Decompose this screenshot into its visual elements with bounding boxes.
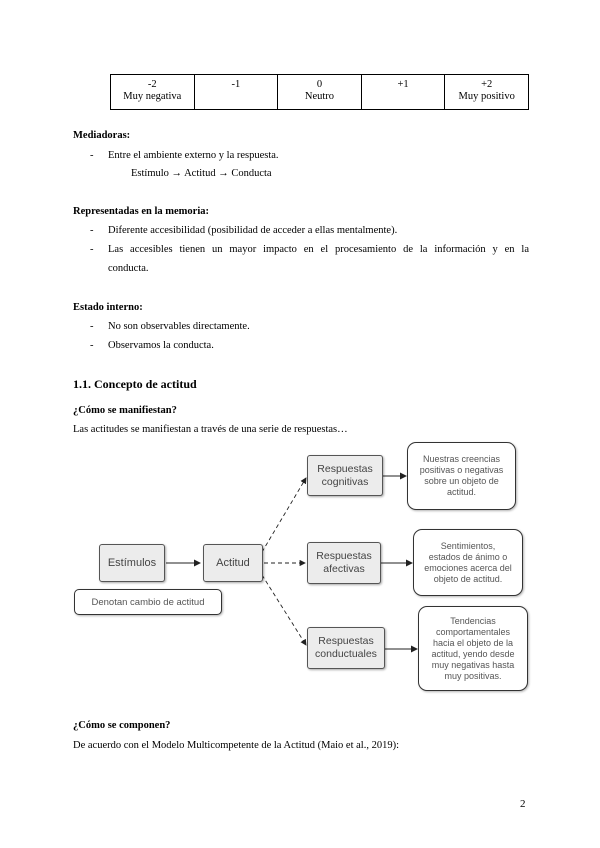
afectivas-box bbox=[307, 542, 381, 584]
note-cognitivas bbox=[407, 442, 516, 510]
scale-value: -1 bbox=[231, 79, 241, 90]
note-line: Sentimientos, bbox=[440, 540, 496, 551]
box-line: Respuestas bbox=[316, 550, 372, 562]
scale-cell bbox=[111, 75, 195, 110]
paragraph-componen: De acuerdo con el Modelo Multicompetente de la Actitud (Maio et al., 2019): bbox=[73, 740, 399, 751]
scale-label: Neutro bbox=[304, 91, 335, 102]
arrow-actitud-conductuales bbox=[262, 575, 306, 645]
note-line: actitud, yendo desde bbox=[431, 648, 515, 659]
scale-cell bbox=[278, 75, 362, 110]
note-line: objeto de actitud. bbox=[433, 573, 503, 584]
cognitivas-box bbox=[307, 455, 383, 496]
box-line: Respuestas bbox=[318, 635, 374, 647]
box-line: Respuestas bbox=[317, 462, 373, 475]
attitude-scale-table bbox=[110, 74, 529, 110]
scale-cell bbox=[445, 75, 529, 110]
note-afectivas bbox=[413, 529, 523, 596]
heading-estado: Estado interno: bbox=[73, 302, 143, 313]
note-line: muy negativas hasta bbox=[431, 659, 515, 670]
conductuales-box bbox=[307, 627, 385, 669]
list-item-text: No son observables directamente. bbox=[108, 321, 250, 332]
box-line: conductuales bbox=[315, 648, 377, 660]
list-item-text: Observamos la conducta. bbox=[108, 340, 214, 351]
section-title: 1.1. Concepto de actitud bbox=[73, 377, 197, 391]
note-line: Nuestras creencias bbox=[422, 454, 501, 464]
box-line: afectivas bbox=[323, 563, 365, 575]
note-line: hacia el objeto de la bbox=[432, 637, 514, 648]
scale-cell bbox=[361, 75, 445, 110]
heading-componen: ¿Cómo se componen? bbox=[73, 720, 171, 731]
note-line: emociones acerca del bbox=[424, 562, 512, 573]
note-line: positivas o negativas bbox=[419, 465, 504, 475]
heading-memoria: Representadas en la memoria: bbox=[73, 206, 209, 217]
list-item-text: Entre el ambiente externo y la respuesta. bbox=[108, 150, 279, 161]
list-item-text: Las accesibles tienen un mayor impacto en el procesamiento de la información y en la bbox=[108, 244, 529, 255]
note-line: estados de ánimo o bbox=[428, 551, 508, 562]
flow-text: Estímulo → Actitud → Conducta bbox=[131, 168, 272, 179]
list-item-continuation: conducta. bbox=[108, 263, 149, 274]
note-line: sobre un objeto de bbox=[424, 476, 499, 486]
actitud-box: Actitud bbox=[203, 544, 263, 582]
page-number: 2 bbox=[520, 798, 526, 810]
list-item-text: Diferente accesibilidad (posibilidad de acceder a ellas mentalmente). bbox=[108, 225, 398, 236]
paragraph-manifiestan: Las actitudes se manifiestan a través de una serie de respuestas… bbox=[73, 424, 348, 435]
scale-value: 0 bbox=[316, 79, 323, 90]
scale-label: Muy positivo bbox=[458, 91, 515, 102]
scale-value: -2 bbox=[147, 79, 157, 90]
note-line: actitud. bbox=[446, 487, 477, 497]
scale-value: +2 bbox=[481, 79, 493, 90]
heading-manifiestan: ¿Cómo se manifiestan? bbox=[73, 405, 177, 416]
arrow-actitud-cognitivas bbox=[262, 478, 306, 552]
note-conductuales bbox=[418, 606, 528, 691]
scale-label: Muy negativa bbox=[123, 91, 182, 102]
scale-value: +1 bbox=[397, 79, 409, 90]
denotan-note: Denotan cambio de actitud bbox=[74, 589, 222, 615]
estimulos-box: Estímulos bbox=[99, 544, 165, 582]
note-line: Tendencias bbox=[450, 615, 496, 626]
scale-cell bbox=[194, 75, 278, 110]
box-line: cognitivas bbox=[321, 475, 369, 488]
note-line: comportamentales bbox=[435, 626, 511, 637]
note-line: muy positivas. bbox=[444, 670, 502, 681]
heading-mediadoras: Mediadoras: bbox=[73, 130, 131, 141]
